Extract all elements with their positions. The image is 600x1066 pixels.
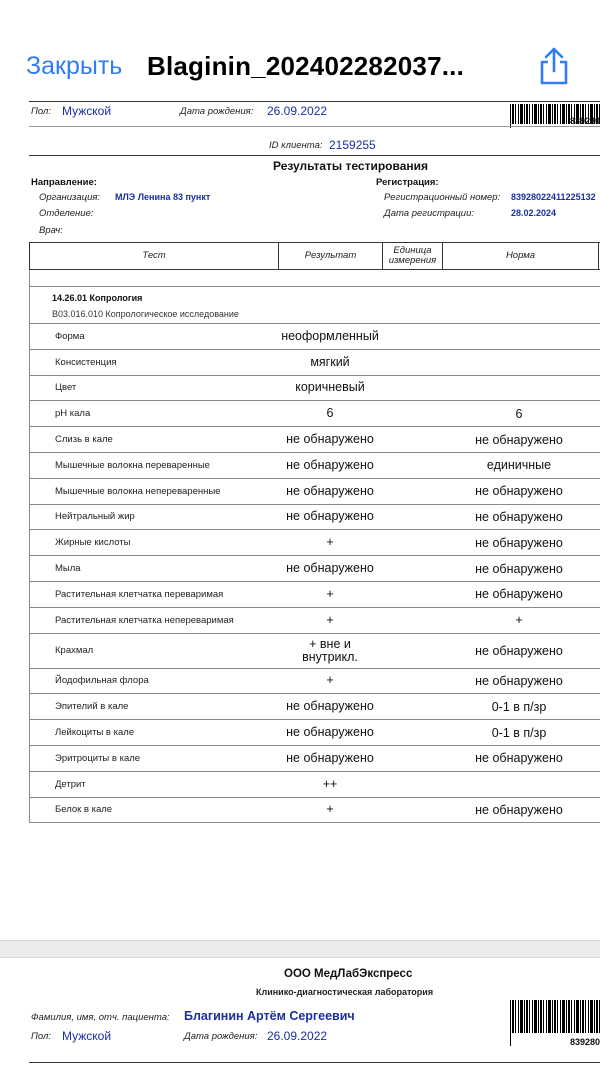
test-name: Консистенция: [55, 356, 117, 368]
test-norm: не обнаружено: [475, 509, 563, 524]
test-result: не обнаружено: [286, 483, 374, 498]
test-norm: не обнаружено: [475, 587, 563, 602]
table-row: [29, 453, 600, 479]
test-result: неоформленный: [281, 328, 379, 343]
group-subcode: B03.016.010 Копрологическое исследование: [52, 309, 239, 319]
test-name: Крахмал: [55, 645, 94, 657]
sex-value-2: Мужской: [62, 1029, 112, 1043]
test-norm: [444, 772, 594, 797]
test-result: +: [326, 673, 334, 688]
registration-title: Регистрация:: [376, 177, 439, 188]
test-norm: [444, 324, 594, 349]
test-name: Цвет: [55, 382, 77, 394]
org-label: Организация:: [39, 192, 101, 203]
test-norm: не обнаружено: [475, 484, 563, 499]
group-code: 14.26.01 Копрология: [52, 293, 143, 303]
test-norm: +: [515, 613, 523, 628]
test-result: не обнаружено: [286, 725, 374, 740]
test-norm: 0-1 в п/зр: [491, 699, 547, 714]
test-result: не обнаружено: [286, 457, 374, 472]
table-body: [29, 324, 600, 823]
test-norm: единичные: [486, 458, 552, 473]
client-id-label: ID клиента:: [269, 140, 323, 151]
test-norm: не обнаружено: [475, 673, 563, 688]
test-result: не обнаружено: [286, 699, 374, 714]
share-icon[interactable]: [536, 46, 572, 86]
dob-label: Дата рождения:: [180, 106, 254, 117]
patient-label: Фамилия, имя, отч. пациента:: [31, 1012, 170, 1023]
header-test: Тест: [30, 243, 279, 269]
barcode-2-number: 839280: [570, 1037, 600, 1047]
barcode-2: [510, 1000, 600, 1033]
test-name: Белок в кале: [55, 804, 113, 816]
results-table: [29, 242, 600, 823]
test-result: +: [326, 586, 334, 601]
table-row: [29, 350, 600, 376]
test-norm: не обнаружено: [475, 643, 563, 658]
viewer-navbar: [0, 0, 600, 100]
test-norm: не обнаружено: [475, 535, 563, 550]
table-row: [29, 479, 600, 505]
test-name: Мышечные волокна переваренные: [55, 459, 210, 471]
header-divider: [29, 126, 600, 127]
reg-number-value: 83928022411225132: [511, 192, 596, 202]
table-row: [29, 608, 600, 634]
table-row: [29, 505, 600, 531]
reg-date-value: 28.02.2024: [511, 208, 557, 218]
table-row: [29, 376, 600, 402]
test-result: +: [326, 612, 334, 627]
lab-name: Клинико-диагностическая лаборатория: [256, 987, 434, 997]
section-divider: [29, 155, 600, 156]
test-name: Лейкоциты в кале: [55, 727, 135, 739]
test-result: коричневый: [295, 380, 365, 395]
test-result: не обнаружено: [286, 561, 374, 576]
test-name: Мыла: [55, 563, 81, 575]
close-button[interactable]: Закрыть: [26, 52, 123, 80]
table-row: [29, 746, 600, 772]
table-row: [29, 694, 600, 720]
sex-label-2: Пол:: [31, 1031, 51, 1042]
page-separator: [0, 940, 600, 958]
table-row: [29, 556, 600, 582]
test-norm: [444, 350, 594, 375]
test-name: Йодофильная флора: [55, 675, 149, 687]
table-row: [29, 427, 600, 453]
header-norm: Норма: [443, 243, 599, 269]
test-norm: не обнаружено: [475, 802, 563, 817]
dob-value-2: 26.09.2022: [267, 1029, 328, 1043]
table-row: [29, 798, 600, 824]
direction-title: Направление:: [31, 177, 97, 188]
test-result: не обнаружено: [286, 509, 374, 524]
patient-name: Благинин Артём Сергеевич: [184, 1009, 355, 1023]
table-row: [29, 772, 600, 798]
test-norm: 6: [515, 406, 523, 421]
org-value: МЛЭ Ленина 83 пункт: [115, 192, 211, 202]
test-norm: 0-1 в п/зр: [491, 725, 547, 740]
test-name: Эпителий в кале: [55, 701, 129, 713]
dept-label: Отделение:: [39, 208, 94, 219]
test-name: Эритроциты в кале: [55, 752, 141, 764]
sex-value: Мужской: [62, 104, 112, 118]
test-name: Форма: [55, 330, 85, 342]
dob-value: 26.09.2022: [267, 104, 328, 118]
test-name: Растительная клетчатка непереваримая: [55, 614, 234, 626]
table-row: [29, 720, 600, 746]
doctor-label: Врач:: [39, 225, 63, 236]
test-name: Слизь в кале: [55, 434, 113, 446]
test-norm: не обнаружено: [475, 432, 563, 447]
barcode-number: 839280: [570, 116, 600, 126]
test-norm: не обнаружено: [475, 561, 563, 576]
test-result: +: [326, 535, 334, 550]
test-name: Нейтральный жир: [55, 511, 135, 523]
document-title: Blaginin_202402282037...: [147, 51, 465, 81]
test-name: Детрит: [55, 778, 86, 790]
header-unit: Единица измерения: [383, 243, 443, 269]
company-name: ООО МедЛабЭкспресс: [284, 968, 413, 980]
test-result: не обнаружено: [286, 750, 374, 765]
test-name: pH кала: [55, 408, 91, 420]
test-result: ++: [322, 776, 338, 791]
test-norm: не обнаружено: [475, 751, 563, 766]
test-result: мягкий: [310, 354, 350, 369]
table-row: [29, 324, 600, 350]
table-row: [29, 582, 600, 608]
table-row: [29, 634, 600, 669]
table-row: [29, 401, 600, 427]
table-row: [29, 530, 600, 556]
test-name: Мышечные волокна непереваренные: [55, 485, 221, 497]
test-name: Растительная клетчатка переваримая: [55, 588, 224, 600]
barcode-edge: [510, 104, 511, 128]
sex-label: Пол:: [31, 106, 51, 117]
test-name: Жирные кислоты: [55, 537, 131, 549]
table-row: [29, 669, 600, 695]
test-norm: [444, 376, 594, 401]
test-result: не обнаружено: [286, 432, 374, 447]
table-header: [29, 242, 600, 270]
dob-label-2: Дата рождения:: [184, 1031, 258, 1042]
test-result: + вне и внутрикл.: [302, 636, 358, 664]
test-result: 6: [326, 406, 334, 421]
page-2-divider: [29, 1062, 600, 1063]
group-row: [29, 287, 600, 324]
spacer-row: [29, 270, 600, 287]
reg-number-label: Регистрационный номер:: [384, 192, 501, 203]
barcode-2-edge: [510, 1000, 511, 1046]
test-result: +: [326, 802, 334, 817]
section-title: Результаты тестирования: [273, 159, 429, 173]
header-result: Результат: [279, 243, 383, 269]
reg-date-label: Дата регистрации:: [384, 208, 474, 219]
client-id-value: 2159255: [329, 138, 376, 152]
top-border: [29, 101, 600, 102]
